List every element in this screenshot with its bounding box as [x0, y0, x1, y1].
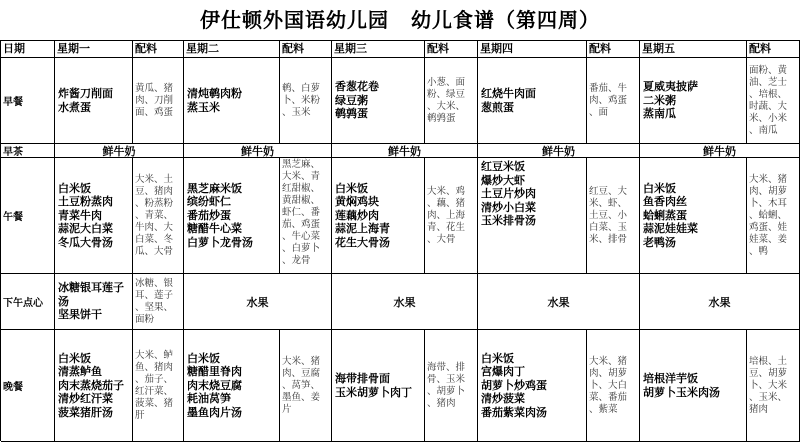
snack-friday-fruit: 水果 [640, 274, 800, 330]
lunch-friday-dish: 白米饭 鱼香肉丝 蛤蜊蒸蛋 蒜泥娃娃菜 老鸭汤 [640, 158, 747, 274]
header-date: 日期 [1, 41, 55, 58]
dinner-wednesday-dish: 海带排骨面 玉米胡萝卜肉丁 [332, 330, 425, 442]
header-ingredients-mon: 配料 [133, 41, 184, 58]
dinner-tuesday-ingredients: 大米、猪 肉、豆腐 、莴笋、 墨鱼、姜 片 [280, 330, 332, 442]
dinner-friday-ingredients: 培根、土 豆、胡萝 卜、大米 、玉米、 猪肉 [747, 330, 800, 442]
row-label-lunch: 午餐 [1, 158, 55, 274]
lunch-friday-ingredients: 大米、猪 肉、胡萝 卜、木耳 、蛤蜊、 鸡蛋、娃 娃菜、姜 、鸭 [747, 158, 800, 274]
breakfast-friday-dish: 夏威夷披萨 二米粥 蒸南瓜 [640, 58, 747, 144]
dinner-tuesday-dish: 白米饭 糖醋里脊肉 肉末烧豆腐 耗油莴笋 墨鱼肉片汤 [184, 330, 280, 442]
dinner-friday-dish: 培根洋芋饭 胡萝卜玉米肉汤 [640, 330, 747, 442]
lunch-tuesday-dish: 黑芝麻米饭 缤纷虾仁 番茄炒蛋 糖醋牛心菜 白萝卜龙骨汤 [184, 158, 280, 274]
dinner-wednesday-ingredients: 海带、排 骨、玉米 、胡萝卜 、猪肉 [425, 330, 478, 442]
header-thursday: 星期四 [478, 41, 587, 58]
header-ingredients-tue: 配料 [280, 41, 332, 58]
header-ingredients-thu: 配料 [587, 41, 640, 58]
menu-title: 幼儿食谱（第四周） [411, 8, 600, 32]
morning-tea-wednesday: 鲜牛奶 [332, 144, 478, 158]
row-label-dinner: 晚餐 [1, 330, 55, 442]
dinner-monday-ingredients: 大米、鲈 鱼、猪肉 、茄子、 红汗菜、 菠菜、猪 肝 [133, 330, 184, 442]
school-name: 伊仕顿外国语幼儿园 [200, 8, 389, 32]
snack-tuesday-fruit: 水果 [184, 274, 332, 330]
breakfast-thursday-ingredients: 番茄、牛 肉、鸡蛋 、面 [587, 58, 640, 144]
header-wednesday: 星期三 [332, 41, 425, 58]
row-label-morning-tea: 早茶 [1, 144, 55, 158]
lunch-tuesday-ingredients: 黑芝麻、 大米、青 红甜椒、 黄甜椒、 虾仁、番 茄、鸡蛋 、牛心菜 、白萝卜 、龙骨 [280, 158, 332, 274]
breakfast-thursday-dish: 红烧牛肉面 葱煎蛋 [478, 58, 587, 144]
row-label-breakfast: 早餐 [1, 58, 55, 144]
lunch-thursday-ingredients: 红豆、大 米、虾、 土豆、小 白菜、玉 米、排骨 [587, 158, 640, 274]
breakfast-friday-ingredients: 面粉、黄 油、芝士 、培根、 时蔬、大 米、小米 、南瓜 [747, 58, 800, 144]
breakfast-wednesday-dish: 香葱花卷 绿豆粥 鹌鹑蛋 [332, 58, 425, 144]
snack-thursday-fruit: 水果 [478, 274, 640, 330]
lunch-wednesday-ingredients: 大米、鸡 、藕、猪 肉、上海 青、花生 、大骨 [425, 158, 478, 274]
header-ingredients-wed: 配料 [425, 41, 478, 58]
lunch-thursday-dish: 红豆米饭 爆炒大虾 土豆片炒肉 清炒小白菜 玉米排骨汤 [478, 158, 587, 274]
morning-tea-thursday: 鲜牛奶 [478, 144, 640, 158]
breakfast-tuesday-ingredients: 鹌、白萝 卜、米粉 、玉米 [280, 58, 332, 144]
lunch-wednesday-dish: 白米饭 黄焖鸡块 莲藕炒肉 蒜泥上海青 花生大骨汤 [332, 158, 425, 274]
dinner-monday-dish: 白米饭 清蒸鲈鱼 肉末蒸烧茄子 清炒红汗菜 菠菜猪肝汤 [55, 330, 133, 442]
breakfast-tuesday-dish: 清炖鹌肉粉 蒸玉米 [184, 58, 280, 144]
header-friday: 星期五 [640, 41, 747, 58]
header-monday: 星期一 [55, 41, 133, 58]
morning-tea-friday: 鲜牛奶 [640, 144, 800, 158]
breakfast-monday-dish: 炸酱刀削面 水煮蛋 [55, 58, 133, 144]
lunch-monday-dish: 白米饭 土豆粉蒸肉 青菜牛肉 蒜泥大白菜 冬瓜大骨汤 [55, 158, 133, 274]
snack-monday-ingredients: 冰糖、银 耳、莲子 、坚果、 面粉 [133, 274, 184, 330]
dinner-thursday-dish: 白米饭 宫爆肉丁 胡萝卜炒鸡蛋 清炒菠菜 番茄紫菜肉汤 [478, 330, 587, 442]
snack-monday-dish: 冰糖银耳莲子 汤 坚果饼干 [55, 274, 133, 330]
dinner-thursday-ingredients: 大米、猪 肉、胡萝 卜、大白 菜、番茄 、紫菜 [587, 330, 640, 442]
header-tuesday: 星期二 [184, 41, 280, 58]
page-title [0, 0, 800, 40]
morning-tea-monday: 鲜牛奶 [55, 144, 184, 158]
menu-table [0, 40, 800, 441]
breakfast-monday-ingredients: 黄瓜、猪 肉、刀削 面、鸡蛋 [133, 58, 184, 144]
morning-tea-tuesday: 鲜牛奶 [184, 144, 332, 158]
header-ingredients-fri: 配料 [747, 41, 800, 58]
snack-wednesday-fruit: 水果 [332, 274, 478, 330]
lunch-monday-ingredients: 大米、土 豆、猪肉 、粉蒸粉 、青菜、 牛肉、大 白菜、冬 瓜、大骨 [133, 158, 184, 274]
row-label-afternoon-snack: 下午点心 [1, 274, 55, 330]
breakfast-wednesday-ingredients: 小葱、面 粉、绿豆 、大米、 鹌鹑蛋 [425, 58, 478, 144]
